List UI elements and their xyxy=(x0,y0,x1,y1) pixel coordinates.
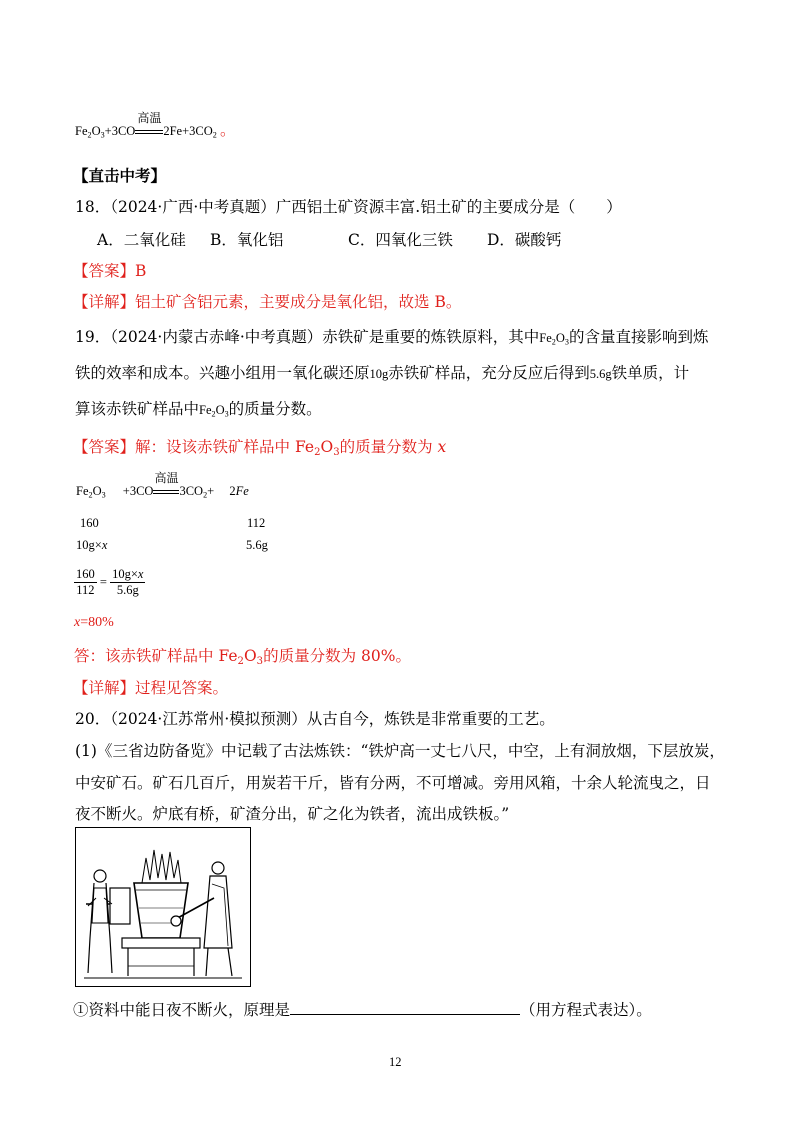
eq-co: +3CO xyxy=(122,484,154,498)
sub: 3 xyxy=(224,409,229,419)
fraction-left xyxy=(74,567,97,598)
detail-text: 铝土矿含铝元素，主要成分是氧化铝，故选 B。 xyxy=(135,293,462,311)
var-x: x xyxy=(74,615,81,630)
q18-option-b: B．氧化铝 xyxy=(210,231,284,249)
detail-text: 过程见答案。 xyxy=(135,679,229,697)
q18-detail xyxy=(73,290,461,312)
sub: 2 xyxy=(237,656,244,668)
text: 算该赤铁矿样品中 xyxy=(75,400,200,418)
sub: 3 xyxy=(101,490,106,500)
q19-proportion: $\frac{160}{112}$ = $\frac{10g\times x}{5.6g}$ xyxy=(76,567,144,597)
q18-option-a: A．二氧化硅 xyxy=(97,231,186,249)
eq-fe: Fe xyxy=(75,124,88,138)
formula-fe2o3 xyxy=(199,403,229,417)
q18-answer xyxy=(73,259,146,281)
text: 答：该赤铁矿样品中 xyxy=(74,647,214,665)
den: 112 xyxy=(76,583,95,597)
eq-sub: 2 xyxy=(87,130,92,140)
q19-m112: 112 xyxy=(247,516,266,530)
formula-fe2o3 xyxy=(294,438,340,459)
o: O xyxy=(555,331,565,345)
q19-line3 xyxy=(75,397,322,419)
text: 的含量直接影响到炼 xyxy=(568,328,709,346)
o: O xyxy=(243,647,257,665)
q20-p1: (1)《三省边防备览》中记载了古法炼铁：“铁炉高一丈七八尺，中空，上有洞放烟，下层放炭， xyxy=(75,742,725,760)
text: 的质量分数为 80%。 xyxy=(263,647,411,665)
fe: Fe xyxy=(199,403,212,417)
sub: 3 xyxy=(333,447,340,459)
formula-fe2o3 xyxy=(76,484,106,498)
mass-10g: 10g xyxy=(369,367,389,381)
sub: 2 xyxy=(88,490,93,500)
sub: 3 xyxy=(564,337,569,347)
answer-value: B xyxy=(135,262,147,280)
text: =80% xyxy=(80,615,114,630)
formula-fe2o3 xyxy=(218,647,264,668)
reaction-condition: 高温 xyxy=(154,471,179,485)
q18-option-c: C．四氧化三铁 xyxy=(348,231,453,249)
text: 铁单质，计 xyxy=(611,364,690,382)
q20-p3: 夜不断火。炉底有桥，矿渣分出，矿之化为铁者，流出成铁板。” xyxy=(75,805,510,823)
eq-sub: 2 xyxy=(212,130,217,140)
page-number: 12 xyxy=(389,1055,402,1069)
q18-option-d: D．碳酸钙 xyxy=(487,231,562,249)
o: O xyxy=(215,403,225,417)
o: O xyxy=(92,484,102,498)
ancient-ironmaking-illustration xyxy=(75,827,251,987)
q20-p2: 中安矿石。矿石几百斤，用炭若干斤，皆有分两，不可增减。旁用风箱，十余人轮流曳之，日 xyxy=(75,774,711,792)
num xyxy=(110,567,145,583)
sub: 2 xyxy=(551,337,556,347)
num: 160 xyxy=(76,567,95,581)
eq-plus: + xyxy=(207,484,215,498)
var-x: x xyxy=(437,438,447,456)
reaction-condition: 高温 xyxy=(137,111,162,125)
eq-o: O xyxy=(91,124,101,138)
fe: Fe xyxy=(218,647,238,665)
q20-sub1 xyxy=(73,998,652,1020)
text: 10g× xyxy=(112,567,138,581)
q19-m160: 160 xyxy=(80,516,99,530)
q19-equation xyxy=(76,471,249,500)
text: 赤铁矿样品，充分反应后得到 xyxy=(388,364,590,382)
text: 10g× xyxy=(76,538,102,552)
eq-co2: 3CO xyxy=(179,484,204,498)
eq-fe: Fe xyxy=(235,484,249,498)
q19-result xyxy=(74,615,114,631)
q19-m56: 5.6g xyxy=(246,538,268,552)
furnace-workers-drawing xyxy=(76,828,250,986)
reaction-arrow xyxy=(135,111,163,139)
eq-co: +3CO xyxy=(104,124,136,138)
reaction-arrow xyxy=(153,471,179,499)
text: （用方程式表达）。 xyxy=(520,1001,652,1019)
coef: 2 xyxy=(229,484,236,498)
sub: 2 xyxy=(211,409,216,419)
text: 的质量分数为 xyxy=(339,438,433,456)
den: 5.6g xyxy=(116,583,139,597)
eq-sub: 3 xyxy=(100,130,105,140)
q19-detail xyxy=(73,676,228,698)
text: 的质量分数。 xyxy=(228,400,322,418)
answer-tag: 【答案】 xyxy=(73,262,136,280)
sub: 3 xyxy=(256,656,264,668)
eq-end-mark: 。 xyxy=(219,122,236,139)
fe: Fe xyxy=(539,331,552,345)
fraction-right xyxy=(110,567,145,598)
mass-5-6g: 5.6g xyxy=(589,367,612,381)
fe: Fe xyxy=(76,484,89,498)
text: ①资料中能日夜不断火，原理是 xyxy=(73,1001,291,1019)
var-x: x xyxy=(137,567,144,581)
text: 19．（2024·内蒙古赤峰·中考真题）赤铁矿是重要的炼铁原料，其中 xyxy=(75,328,540,346)
answer-blank[interactable] xyxy=(290,1000,520,1015)
fe: Fe xyxy=(294,438,315,456)
text: 铁的效率和成本。兴趣小组用一氧化碳还原 xyxy=(75,364,370,382)
detail-tag: 【详解】 xyxy=(73,679,136,697)
top-equation xyxy=(75,111,236,140)
eq-products: 2Fe+3CO xyxy=(163,124,213,138)
q19-mx xyxy=(76,538,107,553)
q18-stem: 18．（2024·广西·中考真题）广西铝土矿资源丰富.铝土矿的主要成分是（ ） xyxy=(75,198,622,216)
q19-answer xyxy=(73,435,446,457)
section-title: 【直击中考】 xyxy=(73,166,167,185)
detail-tag: 【详解】 xyxy=(73,293,136,311)
q19-line1 xyxy=(75,325,708,347)
sub: 2 xyxy=(314,447,321,459)
var-x: x xyxy=(101,538,108,552)
o: O xyxy=(320,438,334,456)
sub: 2 xyxy=(203,490,208,500)
formula-fe2o3 xyxy=(539,331,569,345)
text: 解：设该赤铁矿样品中 xyxy=(135,438,291,456)
q19-conclusion xyxy=(74,644,411,666)
answer-tag: 【答案】 xyxy=(73,438,136,456)
q19-line2 xyxy=(75,361,689,383)
q20-stem: 20．（2024·江苏常州·模拟预测）从古自今，炼铁是非常重要的工艺。 xyxy=(75,710,555,728)
